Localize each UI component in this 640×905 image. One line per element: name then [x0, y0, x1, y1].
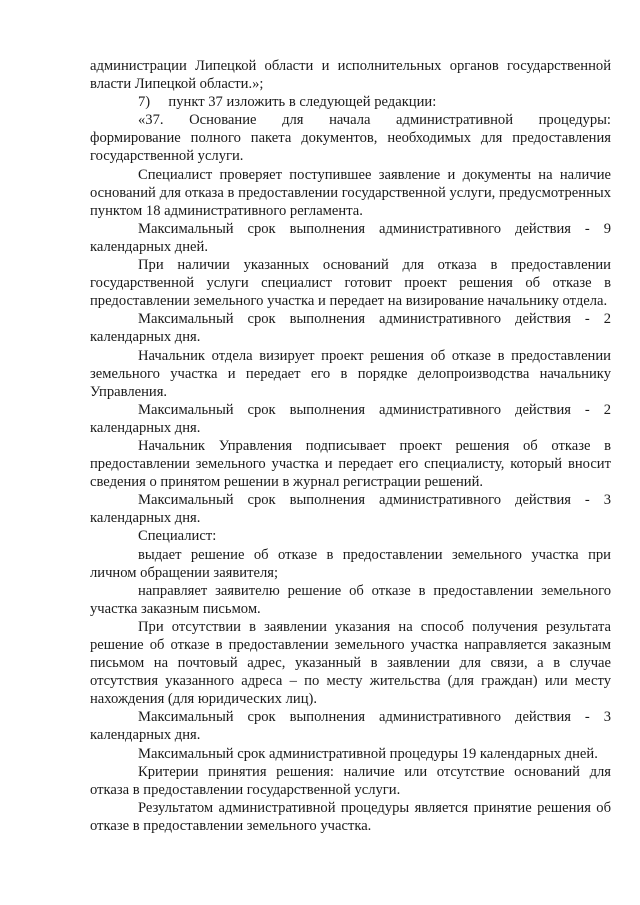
- paragraph-refusal-draft: При наличии указанных оснований для отказа в предоставлении государственной услуги специалист готовит проект решения об отказе в предоставлении земельного участка и передает на визирование начальнику отдела.: [90, 257, 611, 310]
- paragraph-procedure-deadline: Максимальный срок административной процедуры 19 календарных дней.: [138, 745, 598, 762]
- paragraph-head-of-administration: Начальник Управления подписывает проект решения об отказе в предоставлении земельного участка и передает его специалисту, который вносит сведения о принятом решении в журнал регистрации решений.: [90, 437, 611, 491]
- paragraph-decision-criteria: Критерии принятия решения: наличие или отсутствие оснований для отказа в предоставлении государственной услуги.: [90, 763, 611, 798]
- paragraph-deadline-1: Максимальный срок выполнения административного действия - 9 календарных дней.: [90, 220, 611, 255]
- paragraph-send-decision: направляет заявителю решение об отказе в предоставлении земельного участка заказным письмом.: [90, 582, 611, 617]
- paragraph-item-7: 7) пункт 37 изложить в следующей редакции:: [138, 94, 437, 111]
- paragraph-issue-decision: выдает решение об отказе в предоставлении земельного участка при личном обращении заявителя;: [90, 546, 611, 581]
- paragraph-point-37: «37. Основание для начала административной процедуры: формирование полного пакета документов, необходимых для предоставления государственной услуги.: [90, 112, 611, 165]
- paragraph-deadline-5: Максимальный срок выполнения административного действия - 3 календарных дня.: [90, 709, 611, 744]
- paragraph-no-method-specified: При отсутствии в заявлении указания на способ получения результата решение об отказе в предоставлении земельного участка направляется заказным письмом на почтовый адрес, указанный в заявлении для связи, а в случае отсутствия указанного адреса – по месту жительства (для граждан) или месту нахождения (для юридических лиц).: [90, 618, 611, 708]
- document-page: [90, 57, 611, 835]
- paragraph-deadline-3: Максимальный срок выполнения административного действия - 2 календарных дня.: [90, 401, 611, 436]
- paragraph-deadline-2: Максимальный срок выполнения административного действия - 2 календарных дня.: [90, 311, 611, 346]
- paragraph-head-of-department: Начальник отдела визирует проект решения об отказе в предоставлении земельного участка и передает его в порядке делопроизводства начальнику Управления.: [90, 347, 611, 400]
- paragraph-deadline-4: Максимальный срок выполнения административного действия - 3 календарных дня.: [90, 492, 611, 527]
- paragraph-specialist-label: Специалист:: [138, 528, 217, 545]
- paragraph-specialist-check: Специалист проверяет поступившее заявление и документы на наличие оснований для отказа в предоставлении государственной услуги, предусмотренных пунктом 18 административного регламента.: [90, 166, 611, 219]
- paragraph-continuation: администрации Липецкой области и исполнительных органов государственной власти Липецкой области.»;: [90, 58, 611, 93]
- paragraph-procedure-result: Результатом административной процедуры является принятие решения об отказе в предоставлении земельного участка.: [90, 799, 611, 834]
